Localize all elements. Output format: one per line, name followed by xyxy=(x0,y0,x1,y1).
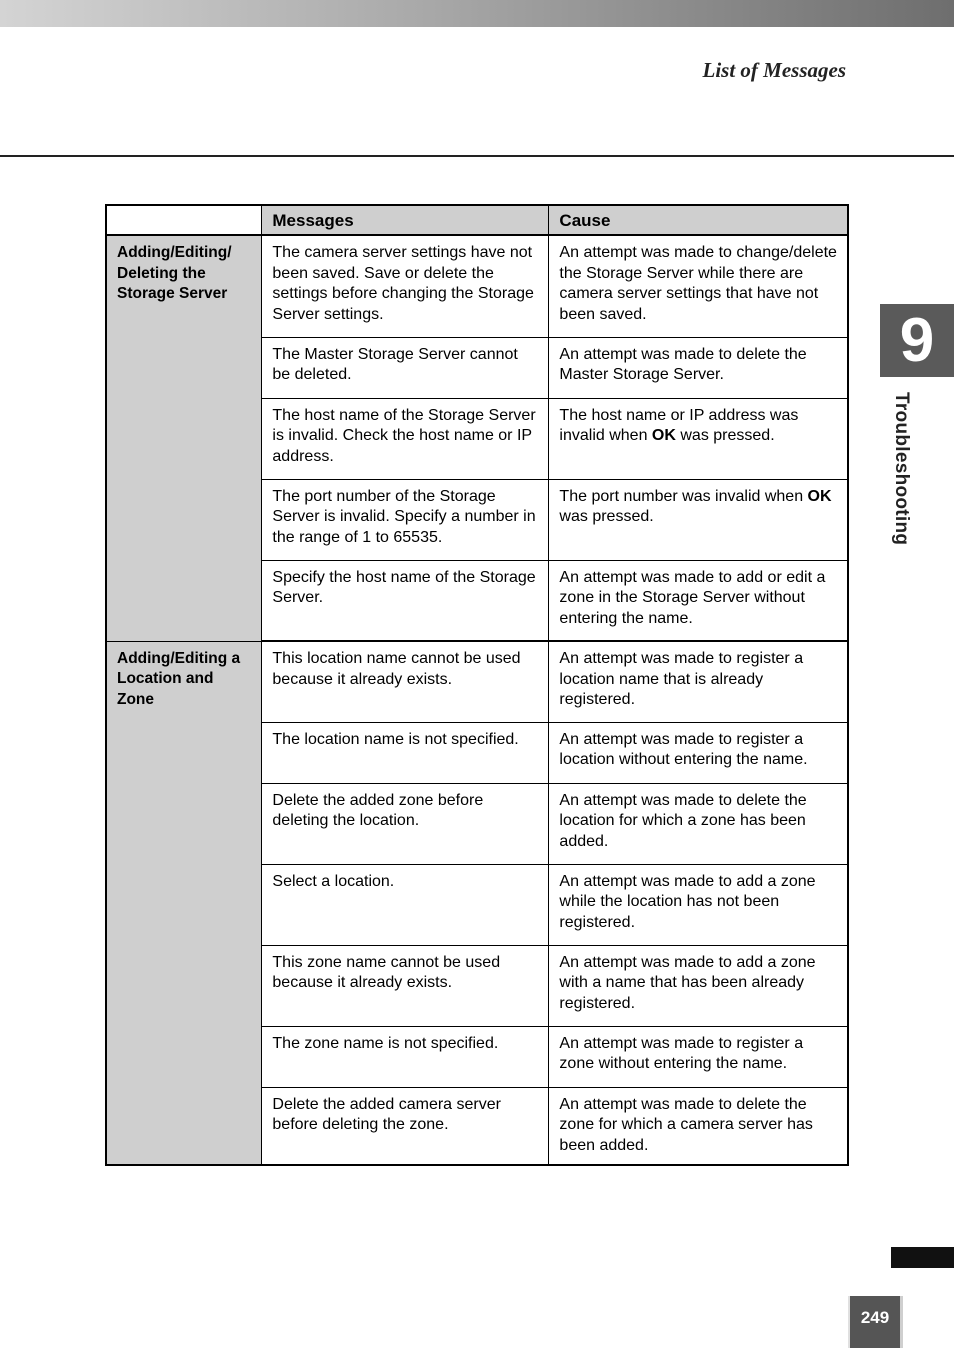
category-storage-server xyxy=(106,235,262,641)
message-cell: The port number of the Storage Server is invalid. Specify a number in the range of 1 to 65535. xyxy=(262,479,549,560)
cause-cell: An attempt was made to register a location name that is already registered. xyxy=(549,641,848,722)
cause-cell: An attempt was made to delete the zone for which a camera server has been added. xyxy=(549,1087,848,1165)
cause-cell: An attempt was made to delete the Master Storage Server. xyxy=(549,337,848,398)
cause-text: was pressed. xyxy=(559,508,654,526)
table-header-row xyxy=(106,205,848,235)
cause-cell xyxy=(549,479,848,560)
page-number: 249 xyxy=(860,1308,890,1327)
cause-cell: An attempt was made to add or edit a zone in the Storage Server without entering the name. xyxy=(549,560,848,641)
message-cell: Delete the added camera server before deleting the zone. xyxy=(262,1087,549,1165)
message-cell: Specify the host name of the Storage Server. xyxy=(262,560,549,641)
chapter-number-tab: 9 xyxy=(880,304,954,377)
message-cell: Delete the added zone before deleting the location. xyxy=(262,783,549,864)
header-divider xyxy=(0,155,954,157)
page-number-box xyxy=(850,1296,903,1348)
ok-keyword: OK xyxy=(807,487,832,505)
message-cell: This location name cannot be used because it already exists. xyxy=(262,641,549,722)
cause-text: was pressed. xyxy=(675,427,775,445)
category-label: Adding/Editing a Location and Zone xyxy=(117,649,241,708)
cause-cell: An attempt was made to delete the location for which a zone has been added. xyxy=(549,783,848,864)
ok-keyword: OK xyxy=(651,427,676,445)
message-cell: The host name of the Storage Server is invalid. Check the host name or IP address. xyxy=(262,398,549,479)
message-cell: The location name is not specified. xyxy=(262,722,549,783)
cause-cell: An attempt was made to register a location without entering the name. xyxy=(549,722,848,783)
message-cell: The zone name is not specified. xyxy=(262,1026,549,1087)
category-label: Adding/Editing/ Deleting the Storage Server xyxy=(117,244,232,303)
header-corner-cell xyxy=(106,205,262,235)
page-title: List of Messages xyxy=(702,58,846,82)
cause-cell: An attempt was made to register a zone without entering the name. xyxy=(549,1026,848,1087)
cause-text: The host name or IP address was invalid when xyxy=(559,406,799,445)
chapter-label: Troubleshooting xyxy=(891,392,912,546)
table-row xyxy=(106,641,848,722)
message-cell: The camera server settings have not been saved. Save or delete the settings before changing the Storage Server settings. xyxy=(262,235,549,337)
cause-cell: An attempt was made to change/delete the Storage Server while there are camera server settings that have not been saved. xyxy=(549,235,848,337)
cause-cell: An attempt was made to add a zone while the location has not been registered. xyxy=(549,864,848,945)
message-cell: The Master Storage Server cannot be deleted. xyxy=(262,337,549,398)
message-cell: This zone name cannot be used because it already exists. xyxy=(262,945,549,1026)
message-cell: Select a location. xyxy=(262,864,549,945)
cause-cell: An attempt was made to add a zone with a name that has been already registered. xyxy=(549,945,848,1026)
messages-table xyxy=(105,204,849,1166)
header-cause: Cause xyxy=(549,205,848,235)
category-location-zone xyxy=(106,641,262,1165)
chapter-label-container xyxy=(890,392,950,592)
table-row xyxy=(106,235,848,337)
cause-cell xyxy=(549,398,848,479)
cause-text: The port number was invalid when xyxy=(559,487,808,505)
margin-marker-bar xyxy=(891,1247,954,1268)
top-gradient-bar xyxy=(0,0,954,27)
header-messages: Messages xyxy=(262,205,549,235)
